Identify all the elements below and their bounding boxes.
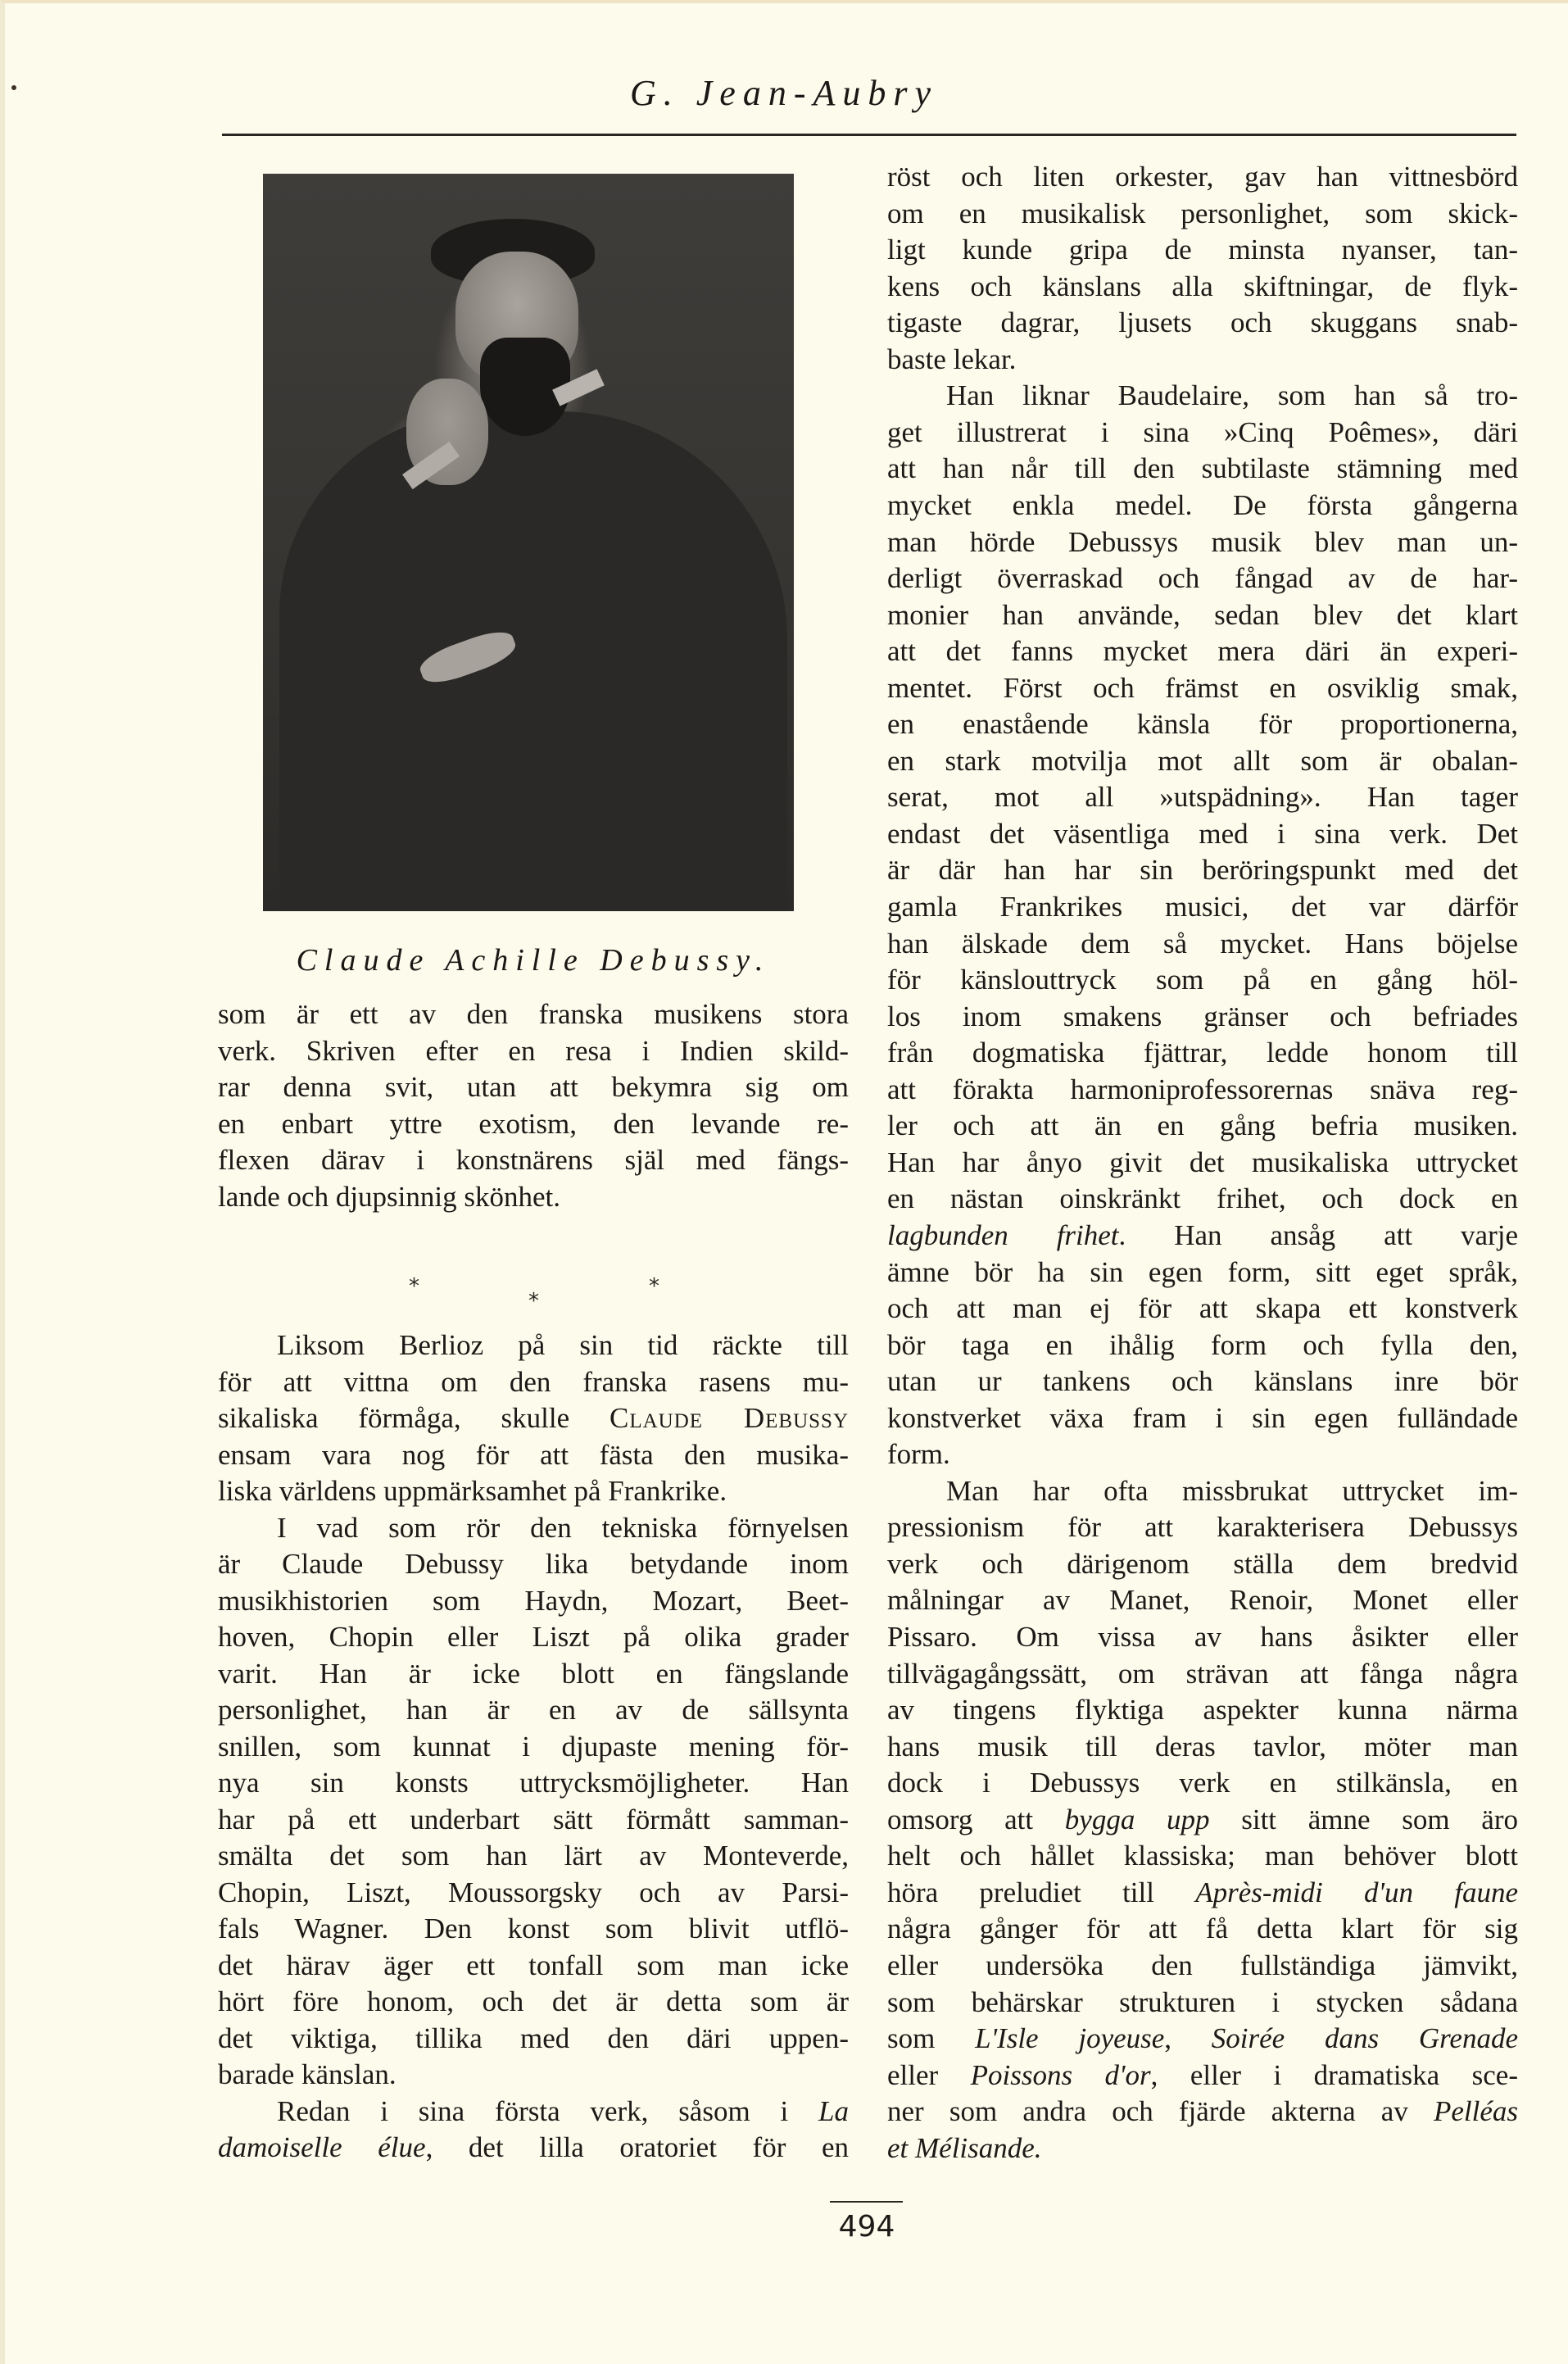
text-line [218,1069,849,1105]
text-run: det härav äger ett tonfall som man icke [218,1949,849,1981]
text-line [887,1765,1518,1801]
text-run: Chopin, Liszt, Moussorgsky och av Parsi- [218,1876,849,1908]
text-run: hört före honom, och det är detta som är [218,1985,849,2017]
text-run: en enastående känsla för proportionerna, [887,708,1518,741]
text-run: monier han använde, sedan blev det klart [887,598,1518,631]
text-line [887,999,1518,1035]
text-run: höra preludiet till [887,1876,1196,1908]
text-run: eller [887,2058,971,2091]
text-run: ligt kunde gripa de minsta nyanser, tan- [887,234,1518,266]
text-run: helt och hållet klassiska; man behöver blott [887,1840,1518,1872]
text-line [218,1911,849,1947]
text-line [887,670,1518,706]
text-line [887,889,1518,925]
text-line [887,1911,1518,1947]
text-run: sikaliska förmåga, skulle [218,1402,610,1434]
photo-coat [279,411,787,911]
text-line [887,1509,1518,1545]
text-line [887,1255,1518,1291]
text-run: från dogmatiska fjättrar, ledde honom till [887,1037,1518,1069]
text-run: rar denna svit, utan att bekymra sig om [218,1071,849,1103]
text-line [887,816,1518,852]
text-line [218,1364,849,1400]
italic-title: Soirée dans Grenade [1211,2022,1518,2055]
text-line [887,560,1518,597]
text-line [887,1181,1518,1217]
header-rule [222,134,1516,136]
text-run: att han når till den subtilaste stämning med [887,452,1518,485]
text-run: röst och liten orkester, gav han vittnesbörd [887,161,1518,193]
asterisk-icon: * [528,1289,539,1314]
text-run: som är ett av den franska musikens stora [218,998,849,1030]
text-run: gamla Frankrikes musici, det var därför [887,891,1518,923]
text-run: tigaste dagrar, ljusets och skuggans snab- [887,306,1518,339]
small-caps-name: Claude Debussy [609,1402,849,1434]
text-run: serat, mot all »utspädning». Han tager [887,781,1518,814]
text-run: han älskade dem så mycket. Hans böjelse [887,927,1518,960]
figure-caption: Claude Achille Debussy. [296,943,771,978]
text-run: dock i Debussys verk en stilkänsla, en [887,1767,1518,1799]
text-line [218,2057,849,2093]
text-line [887,1985,1518,2021]
text-line [218,1984,849,2020]
text-line [887,2130,1518,2167]
text-run: musikhistorien som Haydn, Mozart, Beet- [218,1584,849,1617]
text-line [887,1692,1518,1728]
text-run: en stark motvilja mot allt som är obalan- [887,744,1518,777]
text-run: baste lekar. [887,343,1017,375]
text-run: för att vittna om den franska rasens mu- [218,1365,849,1398]
text-line [887,962,1518,998]
text-run: omsorg att [887,1803,1065,1835]
text-line [887,1108,1518,1144]
italic-title: damoiselle élue [218,2131,426,2163]
text-run: mentet. Först och främst en osviklig smak, [887,671,1518,704]
text-run: flexen därav i konstnärens själ med fängs- [218,1144,849,1176]
italic-title: et Mélisande. [887,2131,1042,2164]
text-run: verk. Skriven efter en resa i Indien skild- [218,1034,849,1067]
text-line [218,2094,849,2130]
text-run: och att man ej för att skapa ett konstverk [887,1292,1518,1325]
text-line [218,1656,849,1692]
text-run: I vad som rör den tekniska förnyelsen [277,1511,849,1544]
text-line [218,1142,849,1178]
page-number-rule [830,2201,903,2203]
text-run: Han har ånyo givit det musikaliska uttrycket [887,1146,1518,1178]
text-line [887,1035,1518,1071]
text-line [887,926,1518,962]
text-line [218,1106,849,1142]
text-line [887,2058,1518,2094]
text-line [887,196,1518,232]
text-line [887,1436,1518,1472]
text-line [887,1582,1518,1618]
text-run: , det lilla oratoriet för en [425,2131,849,2163]
text-line [218,1838,849,1874]
italic-title: lagbunden frihet [887,1218,1119,1251]
text-run: konstverket växa fram i sin egen fulländade [887,1401,1518,1434]
text-run: get illustrerat i sina »Cinq Poêmes», däri [887,415,1518,448]
text-line [218,1400,849,1436]
text-run: som behärskar strukturen i stycken sådana [887,1985,1518,2018]
text-line [887,1656,1518,1692]
text-line [218,1510,849,1546]
text-run: barade känslan. [218,2058,397,2090]
text-run: ämne bör ha sin egen form, sitt eget språk, [887,1255,1518,1288]
text-line [887,1327,1518,1363]
text-line [887,743,1518,779]
text-run: pressionism för att karakterisera Debussys [887,1511,1518,1544]
text-line [887,633,1518,669]
text-line [887,1875,1518,1911]
text-line [218,1692,849,1728]
text-run: målningar av Manet, Renoir, Monet eller [887,1584,1518,1617]
text-run: ner som andra och fjärde akterna av [887,2095,1434,2128]
italic-title: bygga upp [1064,1803,1210,1835]
text-run: ler och att än en gång befria musiken. [887,1109,1518,1142]
text-line [887,1729,1518,1765]
page-number: 494 [838,2210,895,2244]
text-line [887,342,1518,378]
text-line [887,1072,1518,1108]
text-line [218,1802,849,1838]
text-line [218,1033,849,1069]
text-line [887,1546,1518,1582]
text-run: kens och känslans alla skiftningar, de flyk- [887,270,1518,302]
text-line [887,1838,1518,1874]
text-run: ensam vara nog för att fästa den musika- [218,1438,849,1471]
text-line [218,1437,849,1473]
text-run: att det fanns mycket mera däri än experi- [887,635,1518,668]
text-line [887,1218,1518,1254]
text-line [218,1875,849,1911]
text-run: några gånger för att få detta klart för sig [887,1913,1518,1945]
text-line [887,232,1518,268]
text-run: lande och djupsinnig skönhet. [218,1180,561,1213]
text-line [887,1400,1518,1436]
text-run: bör taga en ihålig form och fylla den, [887,1328,1518,1361]
text-line [218,1583,849,1619]
text-line [218,1765,849,1801]
text-line [887,269,1518,305]
text-run: . Han ansåg att varje [1118,1218,1518,1251]
text-run: mycket enkla medel. De första gångerna [887,488,1518,521]
text-run: en enbart yttre exotism, den levande re- [218,1107,849,1140]
text-line [887,597,1518,633]
text-line [218,2021,849,2057]
text-run: smälta det som han lärt av Monteverde, [218,1840,849,1872]
text-run: , eller i dramatiska sce- [1150,2058,1518,2091]
text-line [887,1473,1518,1509]
text-run: är där han har sin beröringspunkt med det [887,854,1518,887]
text-run: det viktiga, tillika med den däri uppen- [218,2021,849,2054]
running-head: G. Jean-Aubry [629,73,938,113]
text-run: , [1164,2022,1212,2055]
text-run: hoven, Chopin eller Liszt på olika grader [218,1621,849,1653]
italic-title: Après-midi d'un faune [1195,1876,1519,1908]
text-run: los inom smakens gränser och befriades [887,1000,1518,1032]
text-run: är Claude Debussy lika betydande inom [218,1548,849,1580]
text-run: för känslouttryck som på en gång höl- [887,964,1518,996]
text-line [887,378,1518,414]
text-run: endast det väsentliga med i sina verk. Det [887,817,1518,850]
text-line [218,1473,849,1509]
text-line [887,159,1518,195]
text-line [218,1327,849,1363]
text-run: Man har ofta missbrukat uttrycket im- [946,1474,1518,1507]
text-run: som [887,2022,976,2055]
text-run: om en musikalisk personlighet, som skick- [887,197,1518,229]
text-run: nya sin konsts uttrycksmöjligheter. Han [218,1767,849,1799]
text-line [887,305,1518,341]
text-run: personlighet, han är en av de sällsynta [218,1694,849,1726]
text-run: snillen, som kunnat i djupaste mening för- [218,1730,849,1763]
italic-title: La [818,2094,849,2127]
text-run: liska världens uppmärksamhet på Frankrike. [218,1475,727,1507]
text-run: eller undersöka den fullständiga jämvikt, [887,1949,1518,1981]
text-line [218,2130,849,2166]
text-line [887,1363,1518,1400]
text-line [218,1619,849,1655]
text-run: form. [887,1438,950,1471]
text-run: av tingens flyktiga aspekter kunna närma [887,1694,1518,1726]
text-line [887,1802,1518,1838]
text-run: utan ur tankens och känslans inre bör [887,1365,1518,1398]
text-run: att förakta harmoniprofessorernas snäva reg- [887,1073,1518,1105]
text-line [887,1948,1518,1984]
text-run: en nästan oinskränkt frihet, och dock en [887,1182,1518,1215]
text-run: Liksom Berlioz på sin tid räckte till [277,1329,849,1361]
text-line [887,451,1518,487]
text-run: derligt överraskad och fångad av de har- [887,562,1518,595]
text-line [887,1619,1518,1655]
text-run: tillvägagångssätt, om strävan att fånga några [887,1657,1518,1690]
text-line [887,2021,1518,2057]
portrait-photograph [263,174,794,911]
italic-title: Pelléas [1433,2095,1518,2128]
text-line [218,1729,849,1765]
text-line [887,1145,1518,1181]
text-run: Redan i sina första verk, såsom i [277,2094,819,2127]
text-run: man hörde Debussys musik blev man un- [887,525,1518,558]
text-line [218,996,849,1032]
text-line [218,1948,849,1984]
text-line [887,706,1518,742]
text-run: verk och därigenom ställa dem bredvid [887,1547,1518,1580]
text-line [887,1291,1518,1327]
text-run: varit. Han är icke blott en fängslande [218,1657,849,1690]
text-line [218,1179,849,1215]
text-run: sitt ämne som äro [1209,1803,1518,1835]
text-line [887,524,1518,560]
text-line [887,415,1518,451]
text-run: fals Wagner. Den konst som blivit utflö- [218,1913,849,1944]
text-line [887,852,1518,888]
text-run: har på ett underbart sätt förmått samman- [218,1803,849,1835]
text-run: hans musik till deras tavlor, möter man [887,1730,1518,1763]
italic-title: Poissons d'or [970,2058,1151,2091]
text-run: Pissaro. Om vissa av hans åsikter eller [887,1621,1518,1653]
italic-title: L'Isle joyeuse [975,2022,1165,2055]
text-line [887,2094,1518,2130]
text-line [887,488,1518,524]
text-run: Han liknar Baudelaire, som han så tro- [946,379,1518,412]
asterisk-icon: * [649,1274,659,1299]
text-line [887,779,1518,815]
asterisk-icon: * [409,1274,419,1299]
text-line [218,1546,849,1582]
